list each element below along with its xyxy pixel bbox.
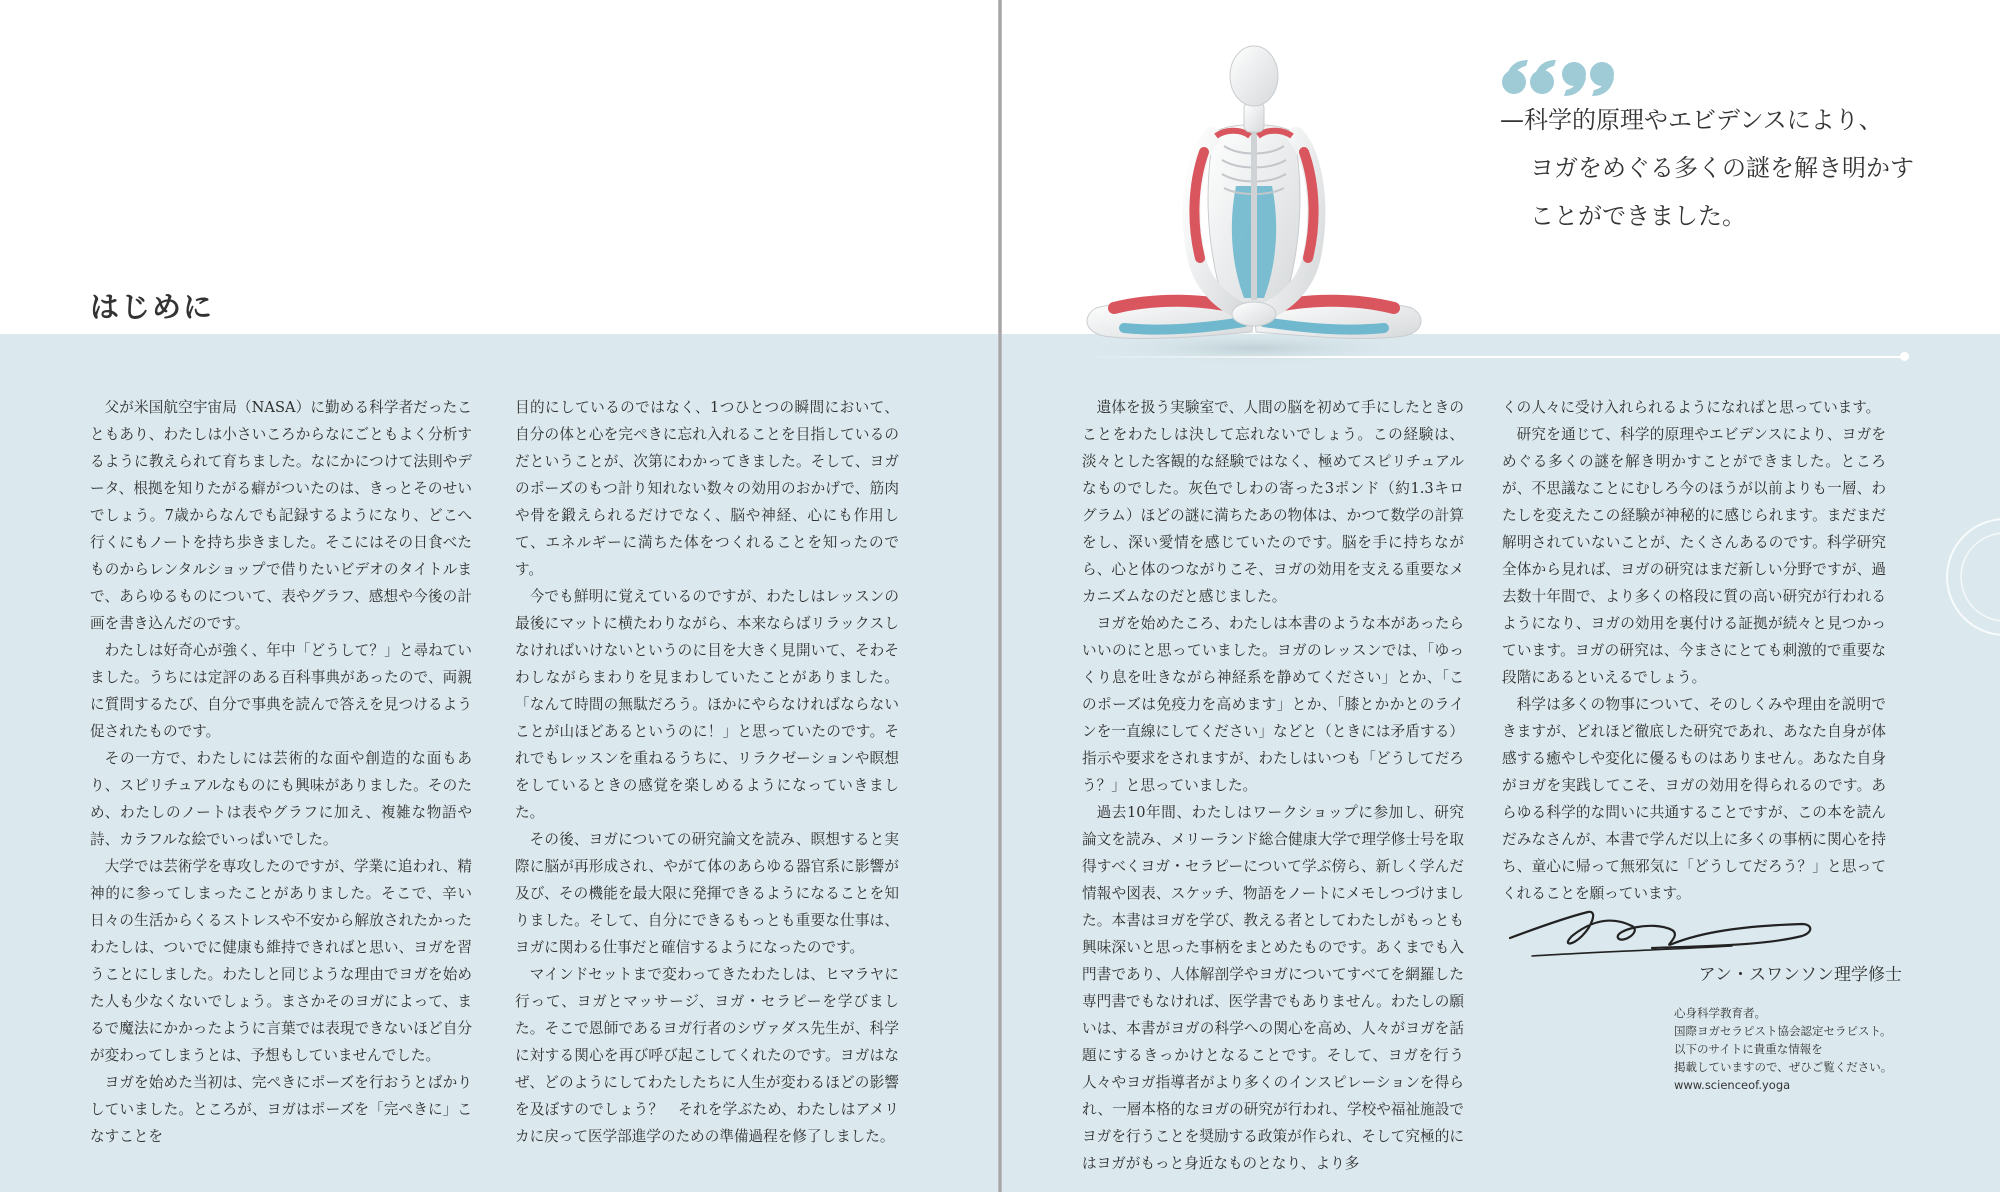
bio-line: 心身科学教育者。 [1674,1006,1766,1020]
text-column-3 [1082,394,1464,1177]
paragraph: 科学は多くの物事について、そのしくみや理由を説明できますが、どれほど徹底した研究であれ、あなた自身が体感する癒やしや変化に優るものはありません。あなた自身がヨガを実践してこそ、ヨガの効用を得られるのです。あらゆる科学的な問いに共通することですが、この本を読んだみなさんが、本書で学んだ以上に多くの事柄に関心を持ち、童心に帰って無邪気に「どうしてだろう？」と思ってくれることを願っています。 [1502,696,1886,902]
paragraph: 研究を通じて、科学的原理やエビデンスにより、ヨガをめぐる多くの謎を解き明かすことができました。ところが、不思議なことにむしろ今のほうが以前よりも一層、わたしを変えたこの経験が神秘的に感じられます。まだまだ解明されていないことが、たくさんあるのです。科学研究全体から見れば、ヨガの研究はまだ新しい分野ですが、過去数十年間で、より多くの格段に質の高い研究が行われるようになり、ヨガの効用を裏付ける証拠が続々と見つかっています。ヨガの研究は、今まさにとても刺激的で重要な段階にあるといえるでしょう。 [1502,426,1886,686]
text-column-1 [90,394,472,1150]
bio-line: 国際ヨガセラピスト協会認定セラピスト。 [1674,1024,1892,1038]
paragraph: 今でも鮮明に覚えているのですが、わたしはレッスンの最後にマットに横たわりながら、本来ならばリラックスしなければいけないというのに目を大きく見開いて、そわそわしながらまわりを見まわしていたことがありました。「なんて時間の無駄だろう。ほかにやらなければならないことが山ほどあるというのに！」と思っていたのです。それでもレッスンを重ねるうちに、リラクゼーションや瞑想をしているときの感覚を楽しめるようになっていきました。 [515,588,899,821]
author-name: アン・スワンソン理学修士 [1698,965,1902,985]
paragraph: 大学では芸術学を専攻したのですが、学業に追われ、精神的に参ってしまったことがありました。そこで、辛い日々の生活からくるストレスや不安から解放されたかったわたしは、ついでに健康も維持できればと思い、ヨガを習うことにしました。わたしと同じような理由でヨガを始めた人も少なくないでしょう。まさかそのヨガによって、まるで魔法にかかったように言葉では表現できないほど自分が変わってしまうとは、予想もしていませんでした。 [90,858,472,1064]
pull-quote [1500,96,1930,240]
paragraph: ヨガを始めた当初は、完ぺきにポーズを行おうとばかりしていました。ところが、ヨガはポーズを「完ぺきに」こなすことを [90,1074,472,1145]
text-column-4 [1502,394,1886,907]
bio-url: www.scienceof.yoga [1674,1078,1791,1092]
paragraph: 父が米国航空宇宙局（NASA）に勤める科学者だったこともあり、わたしは小さいころからなにごともよく分析するように教えられて育ちました。なにかにつけて法則やデータ、根拠を知りたがる癖がついたのは、きっとそのせいでしょう。7歳からなんでも記録するようになり、どこへ行くにもノートを持ち歩きました。そこにはその日食べたものからレンタルショップで借りたいビデオのタイトルまで、あらゆるものについて、表やグラフ、感想や今後の計画を書き込んだのです。 [90,399,472,632]
decorative-circle-icon [1940,512,2000,642]
right-page [1002,0,2000,1192]
paragraph: 過去10年間、わたしはワークショップに参加し、研究論文を読み、メリーランド総合健康大学で理学修士号を取得すべくヨガ・セラピーについて学ぶ傍ら、新しく学んだ情報や図表、スケッチ、物語をノートにメモしつづけました。本書はヨガを学び、教える者としてわたしがもっとも興味深いと思った事柄をまとめたものです。あくまでも入門書であり、人体解剖学やヨガについてすべてを網羅した専門書でもなければ、医学書でもありません。わたしの願いは、本書がヨガの科学への関心を高め、人々がヨガを話題にするきっかけとなることです。そして、ヨガを行う人々やヨガ指導者がより多くのインスピレーションを得られ、一層本格的なヨガの研究が行われ、学校や福祉施設でヨガを行うことを奨励する政策が作られ、そして究極的にはヨガがもっと身近なものとなり、より多 [1082,804,1464,1172]
paragraph: ヨガを始めたころ、わたしは本書のような本があったらいいのにと思っていました。ヨガのレッスンでは、「ゆっくり息を吐きながら神経系を静めてください」とか、「このポーズは免疫力を高めます」とか、「膝とかかとのラインを一直線にしてください」などと（ときには矛盾する）指示や要求をされますが、わたしはいつも「どうしてだろう？」と思っていました。 [1082,615,1464,794]
paragraph: 目的にしているのではなく、1つひとつの瞬間において、自分の体と心を完ぺきに忘れ入れることを目指しているのだということが、次第にわかってきました。そして、ヨガのポーズのもつ計り知れない数々の効用のおかげで、筋肉や骨を鍛えられるだけでなく、脳や神経、心にも作用して、エネルギーに満ちた体をつくれることを知ったのです。 [515,399,899,578]
paragraph: わたしは好奇心が強く、年中「どうして？」と尋ねていました。うちには定評のある百科事典があったので、両親に質問するたび、自分で事典を読んで答えを見つけるよう促されたものです。 [90,642,472,740]
pull-quote-line: ヨガをめぐる多くの謎を解き明かす [1530,154,1914,182]
paragraph: くの人々に受け入れられるようになればと思っています。 [1502,399,1881,416]
left-page [0,0,998,1192]
bio-line: 以下のサイトに貴重な情報を [1674,1042,1823,1056]
author-bio [1674,1004,1934,1094]
text-column-2 [515,394,899,1150]
page-title: はじめに [90,290,215,325]
pull-quote-line: ことができました。 [1530,202,1746,230]
yoga-anatomy-figure [1074,36,1434,370]
divider-dot [1900,352,1909,361]
divider-line [1082,356,1906,358]
paragraph: その後、ヨガについての研究論文を読み、瞑想すると実際に脳が再形成され、やがて体のあらゆる器官系に影響が及び、その機能を最大限に発揮できるようになることを知りました。そして、自分にできるもっとも重要な仕事は、ヨガに関わる仕事だと確信するようになったのです。 [515,831,899,956]
paragraph: その一方で、わたしには芸術的な面や創造的な面もあり、スピリチュアルなものにも興味がありました。そのため、わたしのノートは表やグラフに加え、複雑な物語や詩、カラフルな絵でいっぱいでした。 [90,750,472,848]
paragraph: 遺体を扱う実験室で、人間の脳を初めて手にしたときのことをわたしは決して忘れないでしょう。この経験は、淡々とした客観的な経験ではなく、極めてスピリチュアルなものでした。灰色でしわの寄った3ポンド（約1.3キログラム）ほどの謎に満ちたあの物体は、かつて数学の計算をし、深い愛情を感じていたのです。脳を手に持ちながら、心と体のつながりこそ、ヨガの効用を支える重要なメカニズムなのだと感じました。 [1082,399,1464,605]
paragraph: マインドセットまで変わってきたわたしは、ヒマラヤに行って、ヨガとマッサージ、ヨガ・セラピーを学びました。そこで恩師であるヨガ行者のシヴァダス先生が、科学に対する関心を再び呼び起こしてくれたのです。ヨガはなぜ、どのようにしてわたしたちに人生が変わるほどの影響を及ぼすのでしょう？ それを学ぶため、わたしはアメリカに戻って医学部進学のための準備過程を修了しました。 [515,966,899,1145]
bio-line: 掲載していますので、ぜひご覧ください。 [1674,1060,1893,1074]
pull-quote-line: —科学的原理やエビデンスにより、 [1500,106,1883,134]
